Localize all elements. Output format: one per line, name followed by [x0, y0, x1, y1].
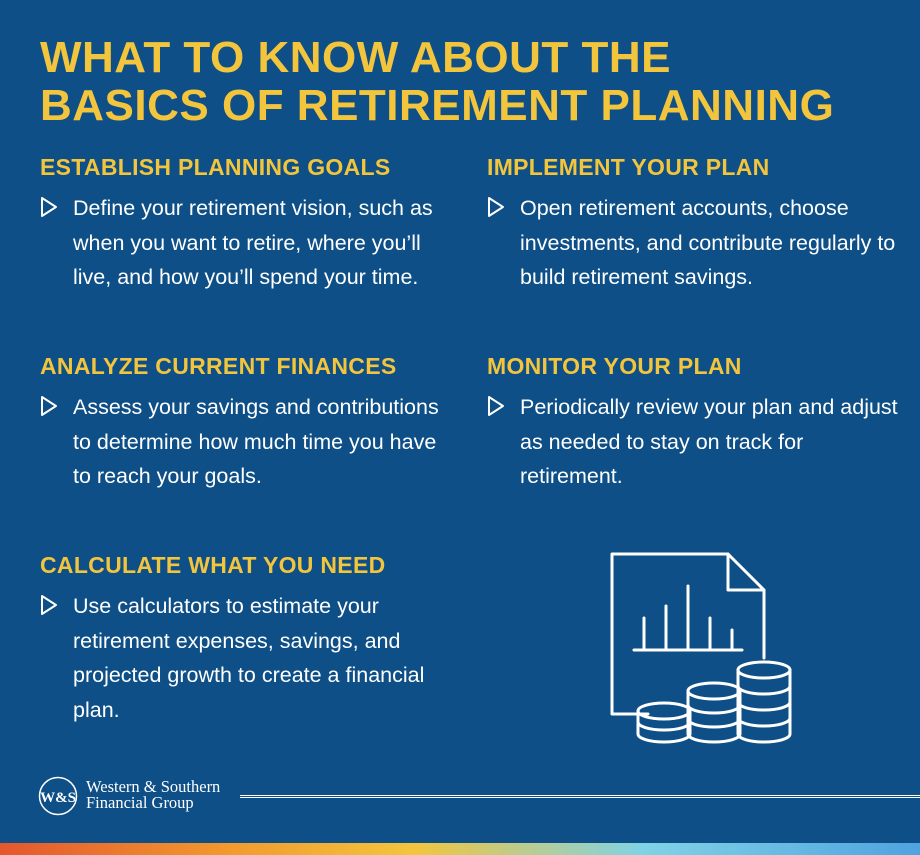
triangle-outline-icon — [40, 395, 58, 417]
section-analyze-finances — [40, 352, 460, 494]
document-chart-coins-icon — [604, 546, 804, 746]
ws-monogram-logo — [38, 776, 78, 816]
brand-name-line-2: Financial Group — [86, 793, 194, 812]
section-body: Open retirement accounts, choose investments, and contribute regularly to build retirement savings. — [520, 196, 896, 289]
section-body: Periodically review your plan and adjust as needed to stay on track for retirement. — [520, 395, 898, 488]
section-body: Use calculators to estimate your retirement expenses, savings, and projected growth to create a financial plan. — [73, 594, 425, 722]
footer-divider — [240, 795, 920, 798]
section-monitor-plan — [487, 352, 907, 494]
triangle-outline-icon — [487, 196, 505, 218]
triangle-outline-icon — [40, 594, 58, 616]
list-item — [40, 589, 460, 727]
brand-logo — [38, 776, 238, 816]
section-heading: IMPLEMENT YOUR PLAN — [487, 154, 770, 180]
triangle-outline-icon — [40, 196, 58, 218]
list-item — [40, 191, 460, 295]
section-heading: MONITOR YOUR PLAN — [487, 353, 742, 379]
section-heading: CALCULATE WHAT YOU NEED — [40, 552, 386, 578]
logo-monogram: W&S — [40, 790, 76, 806]
section-body: Assess your savings and contributions to determine how much time you have to reach your goals. — [73, 395, 439, 488]
section-heading: ESTABLISH PLANNING GOALS — [40, 154, 391, 180]
list-item — [40, 390, 460, 494]
list-item — [487, 390, 907, 494]
list-item — [487, 191, 907, 295]
footer-gradient-bar — [0, 843, 920, 855]
triangle-outline-icon — [487, 395, 505, 417]
section-establish-goals — [40, 153, 460, 295]
section-calculate-need — [40, 551, 460, 727]
title-line-2: BASICS OF RETIREMENT PLANNING — [40, 81, 835, 130]
title-line-1: WHAT TO KNOW ABOUT THE — [40, 33, 671, 82]
section-implement-plan — [487, 153, 907, 295]
section-heading: ANALYZE CURRENT FINANCES — [40, 353, 397, 379]
section-body: Define your retirement vision, such as when you want to retire, where you’ll live, and how you’ll spend your time. — [73, 196, 433, 289]
brand-name-line-1: Western & Southern — [86, 777, 221, 796]
brand-name — [86, 779, 220, 811]
page-title — [40, 34, 900, 130]
